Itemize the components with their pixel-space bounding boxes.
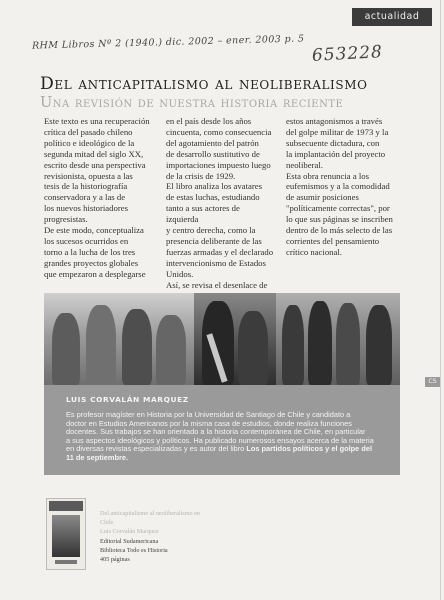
side-tab-marker: CS <box>425 377 440 387</box>
article-text-line: intervencionismo de Estados <box>166 257 266 268</box>
article-text-line: tanto a sus actores de izquierda <box>166 203 240 225</box>
article-text-line: grandes proyectos globales <box>44 257 139 268</box>
author-book-title-cont: 11 de septiembre. <box>66 452 129 462</box>
article-text-line: "políticamente correctas", por <box>286 203 390 214</box>
article-text-line: lo que sus páginas se inscriben <box>286 214 393 225</box>
article-text-line: y centro derecha, como la <box>166 225 256 236</box>
article-column-2 <box>166 116 274 291</box>
handwritten-reference-note: RHM Libros Nº 2 (1940.) dic. 2002 – ener. 2003 p. 5 <box>31 33 305 52</box>
book-pages: 405 páginas <box>100 556 130 564</box>
article-text-line: El libro analiza los avatares <box>166 181 263 192</box>
article-text-line: la implantación del proyecto <box>286 148 386 159</box>
photo-military-junta <box>276 293 400 385</box>
article-text-line: importaciones impuesto luego <box>166 159 271 170</box>
article-text-line: escrito desde una perspectiva <box>44 159 146 170</box>
author-bio-line: en diversas revistas especializadas y es autor del libro <box>66 444 247 454</box>
article-column-1 <box>44 116 156 280</box>
article-column-3 <box>286 116 398 258</box>
article-text-line: del golpe militar de 1973 y la <box>286 126 389 137</box>
page-edge-divider <box>440 0 441 600</box>
author-name: LUIS CORVALÁN MARQUEZ <box>66 395 189 404</box>
article-subtitle: Una revisión de nuestra historia reciente <box>40 94 344 111</box>
photo-politicians-group <box>44 293 194 385</box>
article-text-line: cincuenta, como consecuencia <box>166 126 272 137</box>
article-text-line: de desarrollo sustitutivo de <box>166 148 260 159</box>
article-text-line: los sucesos ocurridos en <box>44 235 129 246</box>
article-text-line: los nuevos historiadores <box>44 203 128 214</box>
article-text-line: subsecuente dictadura, con <box>286 137 380 148</box>
article-text-line: político e ideológico de la <box>44 137 135 148</box>
article-text-line: Este texto es una recuperación <box>44 116 150 126</box>
article-text-line: Unidos. <box>166 268 194 279</box>
article-text-line: que empezaron a desplegarse <box>44 268 146 279</box>
book-collection: Biblioteca Todo es Historia <box>100 546 168 554</box>
author-bio-line: a sus aspectos ideológicos y políticos. Ha publicado numerosos ensayos acerca de la materia <box>66 435 374 445</box>
article-text-line: estos antagonismos a través <box>286 116 383 126</box>
book-title-cont: Chile <box>100 519 114 527</box>
article-text-line: crítica del pasado chileno <box>44 126 133 137</box>
author-bio-line: docentes. Sus trabajos se han orientado a la historia contemporánea de Chile, en particular <box>66 427 366 437</box>
article-text-line: revisionista, opuesta a las <box>44 170 133 181</box>
article-text-line: eufemismos y a la comodidad <box>286 181 390 192</box>
book-cover-image <box>46 498 86 570</box>
article-text-line: presencia deliberante de las <box>166 235 262 246</box>
article-text-line: de estas luchas, estudiando <box>166 192 260 203</box>
article-text-line: en el país desde los años <box>166 116 252 126</box>
book-details <box>100 509 300 564</box>
article-text-line: crítico nacional. <box>286 246 342 257</box>
article-text-line: tesis de la historiografía <box>44 181 128 192</box>
article-title: Del anticapitalismo al neoliberalismo <box>40 74 368 94</box>
book-publisher: Editorial Sudamericana <box>100 537 159 545</box>
author-bio-box <box>44 385 400 475</box>
author-bio-line: doctor en Estudios Americanos por la misma casa de estudios, donde realiza funciones <box>66 418 352 428</box>
article-text-line: de la crisis de 1929. <box>166 170 236 181</box>
article-text-line: conservadora y a las de <box>44 192 126 203</box>
author-book-title: Los partidos políticos y el golpe del <box>246 444 373 454</box>
article-text-line: Así, se revisa el desenlace de <box>166 279 268 290</box>
section-badge: actualidad <box>352 8 432 26</box>
article-text-line: torno a la lucha de los tres <box>44 246 136 257</box>
book-title: Del anticapitalismo al neoliberalismo en <box>100 510 201 517</box>
article-text-line: Esta obra renuncia a los <box>286 170 369 181</box>
article-text-line: progresistas. <box>44 214 88 225</box>
article-text-line: neoliberal. <box>286 159 323 170</box>
article-text-line: del agotamiento del patrón <box>166 137 259 148</box>
article-text-line: fuerzas armadas y el declarado <box>166 246 274 257</box>
article-text-line: de asumir posiciones <box>286 192 359 203</box>
article-text-line: segunda mitad del siglo XX, <box>44 148 144 159</box>
book-author: Luis Corvalán Marquez <box>100 528 159 536</box>
photo-president-sash <box>194 293 276 385</box>
article-text-line: corrientes del pensamiento <box>286 235 380 246</box>
article-text-line: De este modo, conceptualiza <box>44 225 144 236</box>
handwritten-catalog-number: 653228 <box>311 42 384 66</box>
author-bio-text <box>66 411 388 463</box>
author-bio-line: Es profesor magíster en Historia por la Universidad de Santiago de Chile y candidato a <box>66 410 351 419</box>
historical-photo-strip <box>44 293 400 385</box>
article-text-line: dentro de lo más selecto de las <box>286 225 393 236</box>
